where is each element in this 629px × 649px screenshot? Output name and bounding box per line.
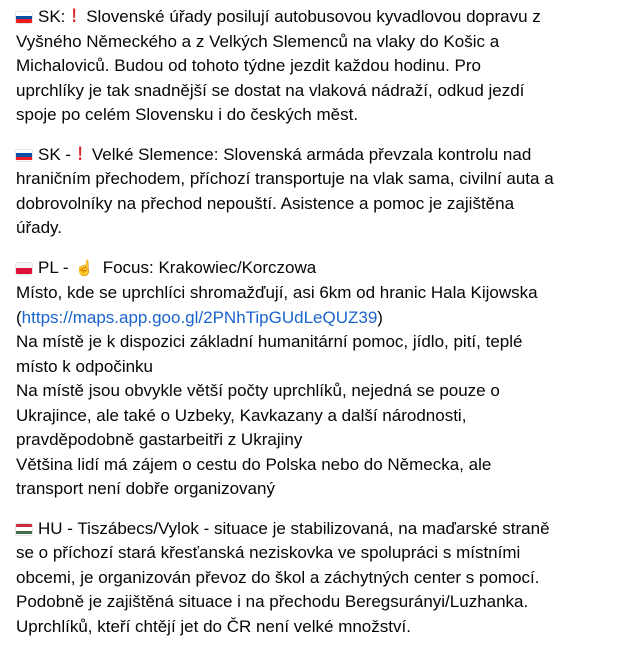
paragraph-line bbox=[16, 256, 617, 282]
paragraph-pl bbox=[16, 251, 617, 502]
paragraph-hu bbox=[16, 512, 617, 640]
poland-flag-icon bbox=[16, 263, 32, 274]
pointing-up-hand-icon: ☝️ bbox=[75, 259, 94, 277]
paragraph-line bbox=[16, 143, 617, 168]
paragraph-line: transport není dobře organizovaný bbox=[16, 479, 275, 498]
country-prefix: PL - bbox=[38, 257, 69, 277]
paragraph-line: pravděpodobně gastarbeitři z Ukrajiny bbox=[16, 430, 303, 449]
link-paren-open: ( bbox=[16, 307, 22, 327]
paragraph-line: obcemi, je organizován převoz do škol a záchytných center s pomocí. bbox=[16, 567, 540, 587]
paragraph-text: Focus: Krakowiec/Korczowa bbox=[102, 257, 317, 277]
paragraph-line bbox=[16, 517, 617, 542]
slovakia-flag-icon bbox=[16, 150, 32, 161]
paragraph-line bbox=[16, 306, 617, 331]
paragraph-text: HU - Tiszábecs/Vylok - situace je stabilizovaná, na maďarské straně bbox=[38, 518, 550, 538]
paragraph-text: Slovenské úřady posilují autobusovou kyvadlovou dopravu z bbox=[86, 7, 541, 26]
paragraph-line: místo k odpočinku bbox=[16, 356, 154, 376]
paragraph-line: Michaloviců. Budou od tohoto týdne jezdit každou hodinu. Pro bbox=[16, 56, 481, 75]
red-exclamation-icon: ! bbox=[77, 143, 83, 165]
paragraph-line: Ukrajince, ale také o Uzbeky, Kavkazany a další národnosti, bbox=[16, 405, 467, 425]
paragraph-line: Většina lidí má zájem o cestu do Polska nebo do Německa, ale bbox=[16, 454, 492, 474]
paragraph-line: se o příchozí stará křesťanská neziskovka ve spolupráci s místními bbox=[16, 543, 521, 562]
country-prefix: SK - bbox=[38, 144, 72, 164]
paragraph-line: Místo, kde se uprchlíci shromažďují, asi 6km od hranic Hala Kijowska bbox=[16, 283, 538, 302]
paragraph-sk-border bbox=[16, 138, 617, 241]
paragraph-line: Na místě je k dispozici základní humanitární pomoc, jídlo, pití, teplé bbox=[16, 332, 523, 351]
map-link[interactable]: https://maps.app.goo.gl/2PNhTipGUdLeQUZ39 bbox=[21, 307, 378, 327]
country-prefix: SK: bbox=[38, 7, 66, 26]
paragraph-line: úřady. bbox=[16, 218, 62, 237]
paragraph-line: Na místě jsou obvykle větší počty uprchlíků, nejedná se pouze o bbox=[16, 381, 500, 400]
paragraph-line: Vyšného Německého a z Velkých Slemenců na vlaky do Košic a bbox=[16, 31, 500, 51]
paragraph-line bbox=[16, 5, 617, 30]
slovakia-flag-icon bbox=[16, 12, 32, 23]
paragraph-line: hraničním přechodem, příchozí transportuje na vlak sama, civilní auta a bbox=[16, 169, 554, 188]
paragraph-line: dobrovolníky na přechod nepouští. Asistence a pomoc je zajištěna bbox=[16, 193, 515, 213]
paragraph-line: uprchlíky je tak snadnější se dostat na vlaková nádraží, odkud jezdí bbox=[16, 80, 525, 100]
paragraph-text: Velké Slemence: Slovenská armáda převzala kontrolu nad bbox=[91, 144, 532, 164]
link-paren-close: ) bbox=[377, 307, 383, 327]
paragraph-line: Podobně je zajištěná situace i na přechodu Beregsurányi/Luzhanka. bbox=[16, 592, 529, 611]
paragraph-sk-shuttle bbox=[16, 0, 617, 128]
hungary-flag-icon bbox=[16, 524, 32, 535]
paragraph-line: spoje po celém Slovensku i do českých měst. bbox=[16, 105, 359, 124]
red-exclamation-icon: ! bbox=[71, 6, 77, 27]
paragraph-line: Uprchlíků, kteří chtějí jet do ČR není velké množství. bbox=[16, 616, 411, 636]
